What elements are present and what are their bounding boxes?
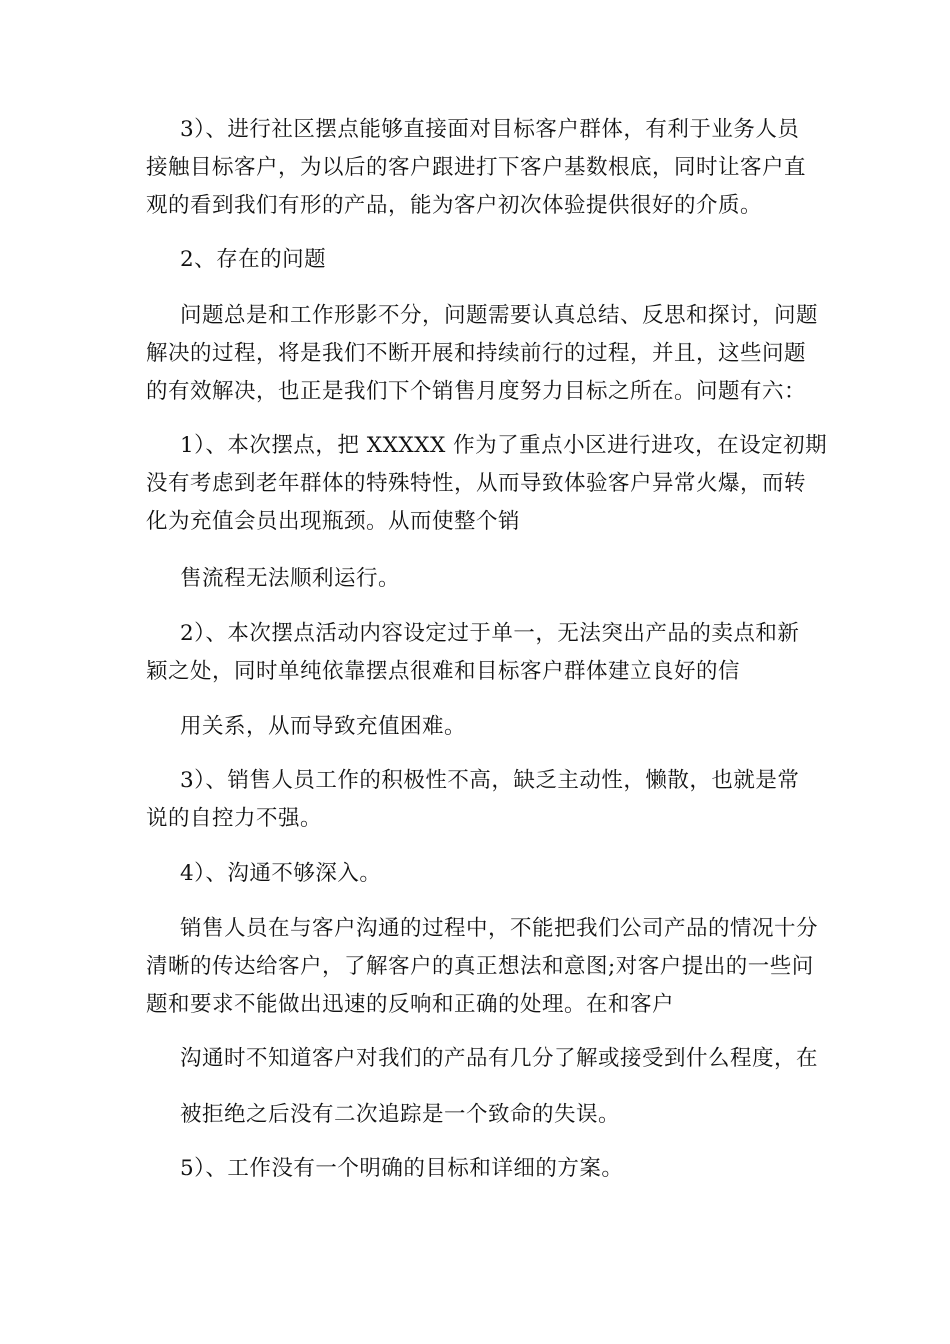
text-line: 解决的过程，将是我们不断开展和持续前行的过程，并且，这些问题 [146, 341, 807, 366]
text-line: 没有考虑到老年群体的特殊特性，从而导致体验客户异常火爆，而转 [146, 471, 807, 496]
section-heading-problems [146, 241, 816, 279]
text-line: 3）、销售人员工作的积极性不高，缺乏主动性，懒散，也就是常 [180, 768, 800, 793]
paragraph-advantage-3 [146, 111, 816, 225]
text-line: 1）、本次摆点，把 XXXXX 作为了重点小区进行进攻，在设定初期 [180, 433, 828, 458]
text-line: 沟通时不知道客户对我们的产品有几分了解或接受到什么程度，在 [180, 1046, 819, 1071]
text-line: 5）、工作没有一个明确的目标和详细的方案。 [180, 1156, 624, 1181]
paragraph-problem-2 [146, 615, 816, 691]
text-line: 4）、沟通不够深入。 [180, 861, 382, 886]
paragraph-problem-4-detail [146, 910, 819, 1024]
text-line: 售流程无法顺利运行。 [180, 566, 401, 591]
paragraph-problem-4 [146, 855, 816, 893]
paragraph-problem-1-continued [146, 560, 816, 598]
text-line: 清晰的传达给客户，了解客户的真正想法和意图;对客户提出的一些问 [146, 954, 814, 979]
paragraph-problem-4-continued-2 [146, 1096, 816, 1134]
text-line: 2）、本次摆点活动内容设定过于单一，无法突出产品的卖点和新 [180, 621, 800, 646]
text-line: 3）、进行社区摆点能够直接面对目标客户群体，有利于业务人员 [180, 117, 800, 142]
paragraph-problem-2-continued [146, 708, 816, 746]
text-line: 的有效解决，也正是我们下个销售月度努力目标之所在。问题有六： [146, 379, 807, 404]
paragraph-problem-3 [146, 762, 816, 838]
text-line: 观的看到我们有形的产品，能为客户初次体验提供很好的介质。 [146, 193, 763, 218]
text-line: 问题总是和工作形影不分，问题需要认真总结、反思和探讨，问题 [180, 303, 819, 328]
paragraph-problem-1 [146, 427, 828, 541]
text-line: 题和要求不能做出迅速的反响和正确的处理。在和客户 [146, 992, 675, 1017]
text-line: 颖之处，同时单纯依靠摆点很难和目标客户群体建立良好的信 [146, 659, 741, 684]
text-line: 接触目标客户，为以后的客户跟进打下客户基数根底，同时让客户直 [146, 155, 807, 180]
text-line: 说的自控力不强。 [146, 806, 323, 831]
paragraph-problem-4-continued [146, 1040, 819, 1078]
text-line: 化为充值会员出现瓶颈。从而使整个销 [146, 509, 521, 534]
text-line: 被拒绝之后没有二次追踪是一个致命的失误。 [180, 1102, 621, 1127]
heading-text: 2、存在的问题 [180, 247, 327, 272]
text-line: 用关系，从而导致充值困难。 [180, 714, 467, 739]
text-line: 销售人员在与客户沟通的过程中，不能把我们公司产品的情况十分 [180, 916, 819, 941]
paragraph-problems-intro [146, 297, 819, 411]
paragraph-problem-5 [146, 1150, 816, 1188]
